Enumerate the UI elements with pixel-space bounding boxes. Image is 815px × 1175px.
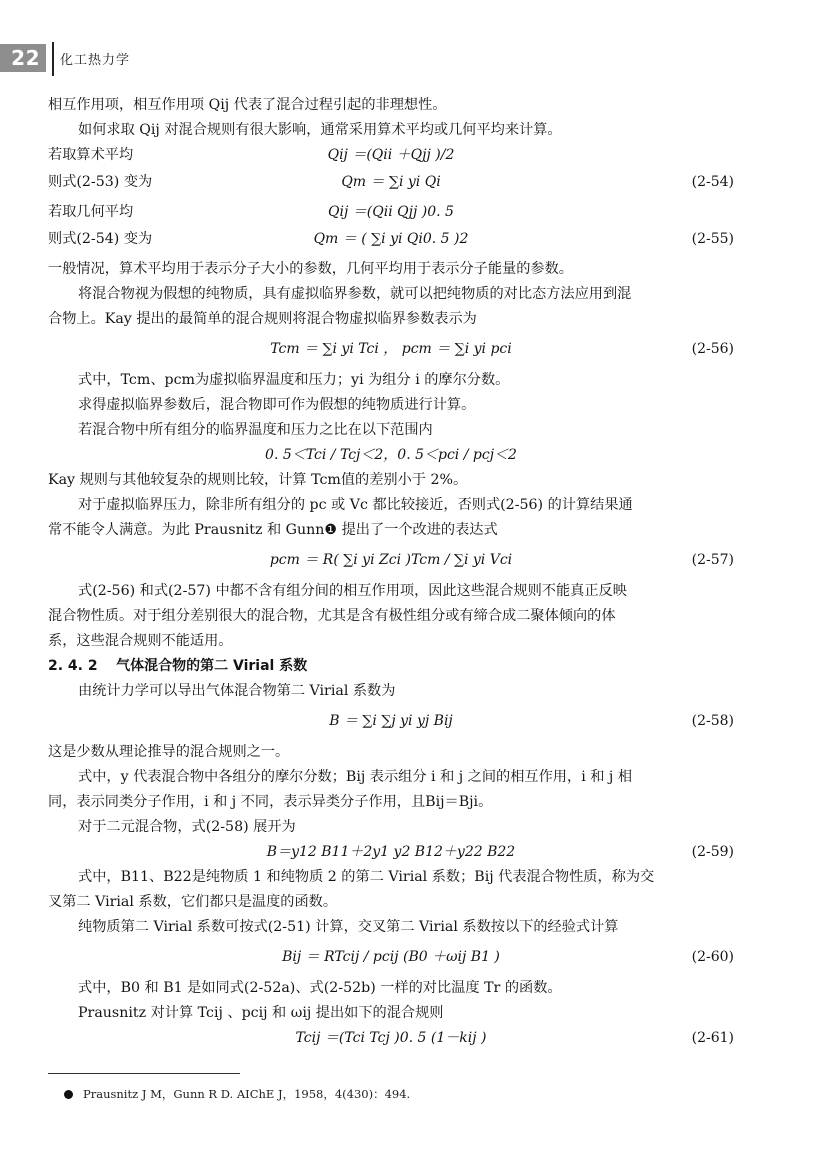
text-line: 合物上。Kay 提出的最简单的混合规则将混合物虚拟临界参数表示为 (48, 311, 477, 327)
text-line: 式中，B11、B22是纯物质 1 和纯物质 2 的第二 Virial 系数；Bij 代表混合物性质，称为交 (78, 869, 655, 885)
equation-label: 则式(2-54) 变为 (48, 231, 153, 247)
text-line: 系，这些混合规则不能适用。 (48, 633, 233, 649)
header-divider (52, 42, 54, 76)
page-number: 22 (0, 44, 46, 72)
equation: B＝y12 B11＋2y1 y2 B12＋y22 B22 (266, 844, 516, 860)
text-line: 由统计力学可以导出气体混合物第二 Virial 系数为 (78, 683, 396, 699)
equation-number: (2-61) (691, 1030, 734, 1046)
book-title: 化工热力学 (60, 53, 131, 68)
text-line: 如何求取 Qij 对混合规则有很大影响，通常采用算术平均或几何平均来计算。 (78, 122, 562, 138)
text-line: 常不能令人满意。为此 Prausnitz 和 Gunn❶ 提出了一个改进的表达式 (48, 522, 498, 538)
equation-row (48, 443, 734, 468)
equation-row (48, 840, 734, 865)
equation-number: (2-56) (691, 341, 734, 357)
equation-row (48, 225, 734, 257)
equation: 0. 5＜Tci / Tcj＜2，0. 5＜pci / pcj＜2 (265, 447, 517, 463)
text-line: 同，表示同类分子作用，i 和 j 不同，表示异类分子作用，且Bij＝Bji。 (48, 794, 493, 810)
equation: Qm ＝ ( ∑i yi Qi0. 5 )2 (313, 231, 469, 247)
equation-number: (2-57) (691, 552, 734, 568)
text-line: 式(2-56) 和式(2-57) 中都不含有组分间的相互作用项，因此这些混合规则不能真正反映 (78, 583, 627, 599)
equation: Bij ＝ RTcij / pcij (B0 ＋ωij B1 ) (282, 949, 500, 965)
section-number: 2. 4. 2 (48, 658, 98, 674)
equation-row (48, 704, 734, 740)
equation-label: 若取几何平均 (48, 204, 134, 220)
text-line: 对于虚拟临界压力，除非所有组分的 pc 或 Vc 都比较接近，否则式(2-56) 的计算结果通 (78, 497, 633, 513)
footnote-divider (48, 1073, 240, 1074)
text-line: 将混合物视为假想的纯物质，具有虚拟临界参数，就可以把纯物质的对比态方法应用到混 (78, 286, 632, 302)
equation-row (48, 940, 734, 976)
equation-row (48, 143, 734, 168)
text-line: 求得虚拟临界参数后，混合物即可作为假想的纯物质进行计算。 (78, 397, 476, 413)
equation-row (48, 1026, 734, 1051)
equation-row (48, 168, 734, 200)
text-line: 式中，Tcm、pcm为虚拟临界温度和压力；yi 为组分 i 的摩尔分数。 (78, 372, 510, 388)
text-line: 若混合物中所有组分的临界温度和压力之比在以下范围内 (78, 422, 433, 438)
text-line: 式中，B0 和 B1 是如同式(2-52a)、式(2-52b) 一样的对比温度 Tr 的函数。 (78, 980, 562, 996)
text-line: Prausnitz 对计算 Tcij 、pcij 和 ωij 提出如下的混合规则 (78, 1005, 444, 1021)
section-heading (48, 654, 734, 679)
section-title: 气体混合物的第二 Virial 系数 (116, 658, 308, 674)
equation: Qm ＝ ∑i yi Qi (341, 174, 441, 190)
footnote-marker-icon (64, 1090, 73, 1099)
text-line: 对于二元混合物，式(2-58) 展开为 (78, 819, 296, 835)
equation-number: (2-60) (691, 949, 734, 965)
equation-number: (2-55) (691, 231, 734, 247)
body-text (48, 93, 734, 1051)
equation-number: (2-54) (691, 174, 734, 190)
equation: Qij ＝(Qii ＋Qjj )/2 (327, 147, 455, 163)
text-line: 纯物质第二 Virial 系数可按式(2-51) 计算，交叉第二 Virial 系数按以下的经验式计算 (78, 919, 619, 935)
equation-row (48, 200, 734, 225)
equation-label: 则式(2-53) 变为 (48, 174, 153, 190)
text-line: 一般情况，算术平均用于表示分子大小的参数，几何平均用于表示分子能量的参数。 (48, 261, 573, 277)
equation: pcm ＝ R( ∑i yi Zci )Tcm / ∑i yi Vci (269, 552, 513, 568)
text-line: 叉第二 Virial 系数，它们都只是温度的函数。 (48, 894, 338, 910)
footnote (64, 1086, 410, 1102)
equation-label: 若取算术平均 (48, 147, 134, 163)
text-line: Kay 规则与其他较复杂的规则比较，计算 Tcm值的差别小于 2%。 (48, 472, 468, 488)
equation-number: (2-59) (691, 844, 734, 860)
page-header (0, 42, 815, 76)
text-line: 混合物性质。对于组分差别很大的混合物，尤其是含有极性组分或有缔合成二聚体倾向的体 (48, 608, 616, 624)
text-line: 这是少数从理论推导的混合规则之一。 (48, 744, 290, 760)
text-line: 式中，y 代表混合物中各组分的摩尔分数；Bij 表示组分 i 和 j 之间的相互作用，i 和 j 相 (78, 769, 633, 785)
equation: Tcm ＝ ∑i yi Tci ， pcm ＝ ∑i yi pci (270, 341, 512, 357)
equation-number: (2-58) (691, 713, 734, 729)
equation: B ＝ ∑i ∑j yi yj Bij (329, 713, 453, 729)
text-line: 相互作用项，相互作用项 Qij 代表了混合过程引起的非理想性。 (48, 97, 447, 113)
equation: Qij ＝(Qii Qjj )0. 5 (328, 204, 454, 220)
equation-row (48, 543, 734, 579)
equation-row (48, 332, 734, 368)
equation: Tcij ＝(Tci Tcj )0. 5 (1－kij ) (295, 1030, 487, 1046)
footnote-text: Prausnitz J M，Gunn R D. AIChE J，1958，4(430)：494. (83, 1087, 411, 1101)
